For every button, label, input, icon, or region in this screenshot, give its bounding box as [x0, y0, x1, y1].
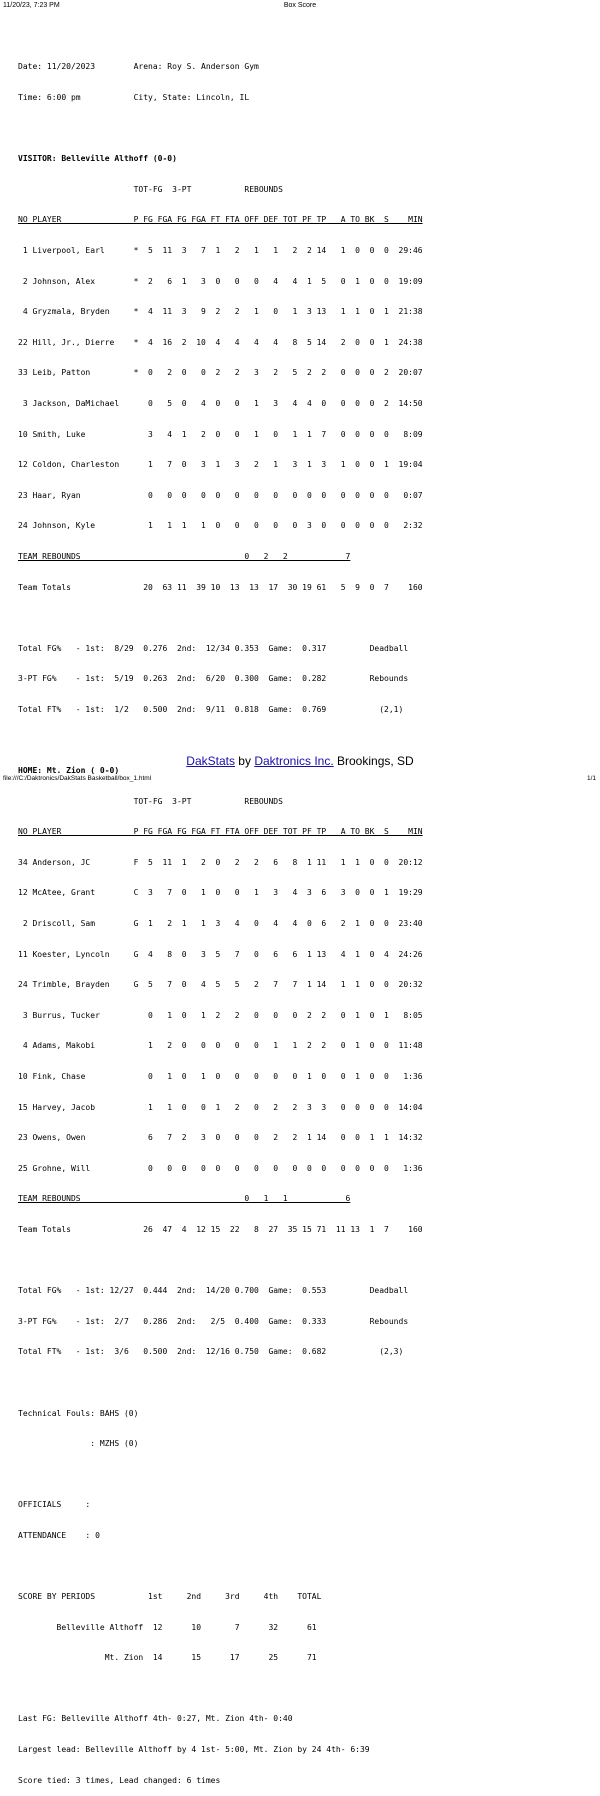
home-player-row: 11 Koester, Lyncoln G 4 8 0 3 5 7 0 6 6 1 13 4 1 0 4 24:26 — [18, 949, 423, 959]
visitor-player-row: 23 Haar, Ryan 0 0 0 0 0 0 0 0 0 0 0 0 0 0 0 0:07 — [18, 490, 423, 500]
visitor-player-row: 4 Gryzmala, Bryden * 4 11 3 9 2 2 1 0 1 3 13 1 1 0 1 21:38 — [18, 307, 423, 317]
box-score-document — [18, 42, 588, 1796]
home-player-row: 3 Burrus, Tucker 0 1 0 1 2 2 0 0 0 2 2 0 1 0 1 8:05 — [18, 1010, 423, 1020]
home-column-header: NO PLAYER P FG FGA FG FGA FT FTA OFF DEF TOT PF TP A TO BK S MIN — [18, 827, 423, 837]
home-player-row: 2 Driscoll, Sam G 1 2 1 1 3 4 0 4 4 0 6 2 1 0 0 23:40 — [18, 919, 423, 929]
blank-line — [18, 124, 588, 134]
home-player-row: 24 Trimble, Brayden G 5 7 0 4 5 5 2 7 7 1 14 1 1 0 0 20:32 — [18, 980, 423, 990]
visitor-player-row: 10 Smith, Luke 3 4 1 2 0 0 1 0 1 1 7 0 0 0 0 8:09 — [18, 429, 423, 439]
home-3pt-pct: 3-PT FG% - 1st: 2/7 0.286 2nd: 2/5 0.400 Game: 0.333 Rebounds — [18, 1316, 409, 1326]
blank-line — [18, 613, 588, 623]
print-datetime: 11/20/23, 7:23 PM — [3, 2, 60, 9]
technical-fouls-visitor: Technical Fouls: BAHS (0) — [18, 1408, 139, 1418]
blank-line — [18, 1256, 588, 1266]
footer-location: Brookings, SD — [333, 754, 414, 768]
visitor-player-row: 3 Jackson, DaMichael 0 5 0 4 0 0 1 3 4 4 0 0 0 0 2 14:50 — [18, 398, 423, 408]
visitor-player-row: 24 Johnson, Kyle 1 1 1 1 0 0 0 0 0 3 0 0 0 0 0 2:32 — [18, 521, 423, 531]
blank-line — [18, 1684, 588, 1694]
blank-line — [18, 735, 588, 745]
dakstats-link[interactable]: DakStats — [186, 754, 235, 768]
visitor-group-header: TOT-FG 3-PT REBOUNDS — [18, 184, 283, 194]
largest-lead-line: Largest lead: Belleville Althoff by 4 1st- 5:00, Mt. Zion by 24 4th- 6:39 — [18, 1745, 370, 1755]
home-team-totals: Team Totals 26 47 4 12 15 22 8 27 35 15 71 11 13 1 7 160 — [18, 1224, 423, 1234]
visitor-fg-pct: Total FG% - 1st: 8/29 0.276 2nd: 12/34 0.353 Game: 0.317 Deadball — [18, 643, 409, 653]
home-team-rebounds: TEAM REBOUNDS 0 1 1 6 — [18, 1194, 351, 1204]
visitor-player-row: 1 Liverpool, Earl * 5 11 3 7 1 2 1 1 2 2 14 1 0 0 0 29:46 — [18, 245, 423, 255]
blank-line — [18, 1562, 588, 1572]
time-city-line: Time: 6:00 pm City, State: Lincoln, IL — [18, 93, 250, 102]
footer-by-text: by — [234, 754, 255, 768]
visitor-player-row: 22 Hill, Jr., Dierre * 4 16 2 10 4 4 4 4 8 5 14 2 0 0 1 24:38 — [18, 337, 423, 347]
visitor-player-row: 33 Leib, Patton * 0 2 0 0 2 2 3 2 5 2 2 0 0 0 2 20:07 — [18, 368, 423, 378]
daktronics-link[interactable]: Daktronics Inc. — [254, 754, 334, 768]
score-tied-line: Score tied: 3 times, Lead changed: 6 times — [18, 1775, 221, 1785]
home-fg-pct: Total FG% - 1st: 12/27 0.444 2nd: 14/20 0.700 Game: 0.553 Deadball — [18, 1286, 409, 1296]
score-by-periods-header: SCORE BY PERIODS 1st 2nd 3rd 4th TOTAL — [18, 1592, 322, 1602]
visitor-column-header: NO PLAYER P FG FGA FG FGA FT FTA OFF DEF TOT PF TP A TO BK S MIN — [18, 215, 423, 225]
score-visitor-row: Belleville Althoff 12 10 7 32 61 — [18, 1622, 317, 1632]
score-home-row: Mt. Zion 14 15 17 25 71 — [18, 1653, 317, 1663]
visitor-team-heading: VISITOR: Belleville Althoff (0-0) — [18, 154, 177, 164]
print-url: file:///C:/Daktronics/DakStats Basketball/box_1.html — [3, 775, 152, 782]
attendance-line: ATTENDANCE : 0 — [18, 1530, 100, 1540]
print-page-number: 1/1 — [586, 775, 596, 782]
blank-line — [18, 1378, 588, 1388]
visitor-team-totals: Team Totals 20 63 11 39 10 13 13 17 30 19 61 5 9 0 7 160 — [18, 582, 423, 592]
visitor-ft-pct: Total FT% - 1st: 1/2 0.500 2nd: 9/11 0.818 Game: 0.769 (2,1) — [18, 704, 404, 714]
visitor-player-row: 12 Coldon, Charleston 1 7 0 3 1 3 2 1 3 1 3 1 0 0 1 19:04 — [18, 460, 423, 470]
blank-line — [18, 1470, 588, 1480]
technical-fouls-home: : MZHS (0) — [18, 1439, 139, 1449]
home-player-row: 15 Harvey, Jacob 1 1 0 0 1 2 0 2 2 3 3 0 0 0 0 14:04 — [18, 1102, 423, 1112]
home-player-row: 4 Adams, Makobi 1 2 0 0 0 0 0 1 1 2 2 0 1 0 0 11:48 — [18, 1041, 423, 1051]
home-player-row: 23 Owens, Owen 6 7 2 3 0 0 0 2 2 1 14 0 0 1 1 14:32 — [18, 1133, 423, 1143]
print-title: Box Score — [283, 2, 317, 9]
home-ft-pct: Total FT% - 1st: 3/6 0.500 2nd: 12/16 0.750 Game: 0.682 (2,3) — [18, 1347, 404, 1357]
home-player-row: 34 Anderson, JC F 5 11 1 2 0 2 2 6 8 1 11 1 1 0 0 20:12 — [18, 857, 423, 867]
home-player-row: 10 Fink, Chase 0 1 0 1 0 0 0 0 0 1 0 0 1 0 0 1:36 — [18, 1072, 423, 1081]
date-arena-line: Date: 11/20/2023 Arena: Roy S. Anderson Gym — [18, 62, 259, 72]
visitor-player-row: 2 Johnson, Alex * 2 6 1 3 0 0 0 4 4 1 5 0 1 0 0 19:09 — [18, 276, 423, 286]
officials-line: OFFICIALS : — [18, 1500, 91, 1510]
home-player-row: 25 Grohne, Will 0 0 0 0 0 0 0 0 0 0 0 0 0 0 0 1:36 — [18, 1163, 423, 1173]
credits-footer — [0, 754, 600, 768]
visitor-team-rebounds: TEAM REBOUNDS 0 2 2 7 — [18, 551, 351, 561]
home-player-row: 12 McAtee, Grant C 3 7 0 1 0 0 1 3 4 3 6 3 0 0 1 19:29 — [18, 888, 423, 898]
last-fg-line: Last FG: Belleville Althoff 4th- 0:27, Mt. Zion 4th- 0:40 — [18, 1714, 293, 1724]
visitor-3pt-pct: 3-PT FG% - 1st: 5/19 0.263 2nd: 6/20 0.300 Game: 0.282 Rebounds — [18, 674, 409, 684]
home-team-heading: HOME: Mt. Zion ( 0-0) — [18, 766, 120, 776]
home-group-header: TOT-FG 3-PT REBOUNDS — [18, 796, 283, 806]
